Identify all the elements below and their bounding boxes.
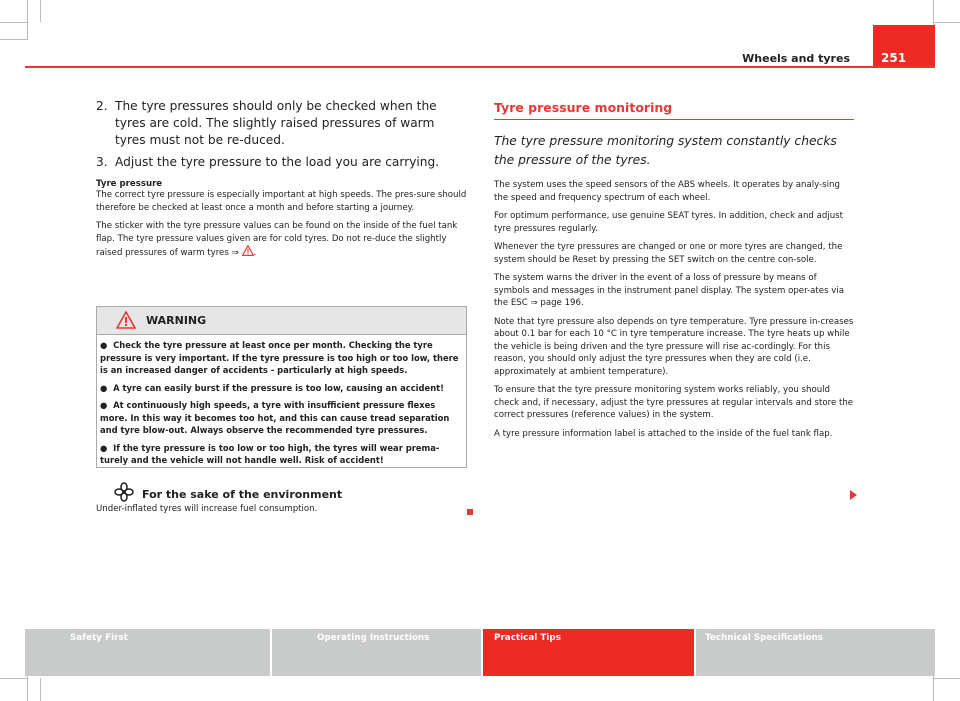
flower-icon (114, 482, 134, 502)
warning-body (97, 335, 466, 467)
section-heading: Tyre pressure monitoring (494, 100, 854, 120)
list-item: ● If the tyre pressure is too low or too high, the tyres will wear prema-turely and the vehicle will not handle well. Risk of accident! (100, 442, 440, 465)
subheading-tyre-pressure: Tyre pressure (96, 179, 163, 189)
section-end-marker (467, 509, 473, 515)
left-column (96, 98, 468, 260)
paragraph: The correct tyre pressure is especially important at high speeds. The pres-sure should therefore be checked at least once a month and before starting a journey. (96, 190, 467, 213)
warning-title: WARNING (146, 314, 207, 327)
crop-mark (0, 39, 27, 40)
crop-mark (40, 678, 41, 701)
crop-mark (0, 678, 27, 679)
warning-triangle-icon[interactable] (242, 245, 254, 256)
paragraph: A tyre pressure information label is attached to the inside of the fuel tank flap. (494, 428, 833, 439)
list-item: ● A tyre can easily burst if the pressure is too low, causing an accident! (100, 382, 444, 393)
page-number: 251 (873, 25, 935, 67)
list-item: ● At continuously high speeds, a tyre with insufficient pressure flexes more. In this way it becomes too hot, and this can cause tread separation and tyre blow-out. Always observe the recommended tyre pressures. (100, 400, 450, 435)
paragraph: The system uses the speed sensors of the ABS wheels. It operates by analy-sing the speed and frequency spectrum of each wheel. (494, 180, 840, 203)
section-title: Wheels and tyres (742, 52, 850, 65)
environment-text: Under-inflated tyres will increase fuel consumption. (96, 504, 318, 514)
steps-list (96, 98, 468, 171)
header-rule (25, 66, 935, 68)
paragraph: The system warns the driver in the event of a loss of pressure by means of symbols and messages in the instrument panel display. The system oper-ates via the ESC ⇒ page 196. (494, 273, 845, 308)
paragraph: For optimum performance, use genuine SEAT tyres. In addition, check and adjust tyre pressures regularly. (494, 211, 843, 234)
tab-safety-first[interactable]: Safety First (25, 629, 270, 676)
crop-mark (40, 0, 41, 22)
crop-mark (933, 678, 960, 679)
paragraph: The sticker with the tyre pressure values can be found on the inside of the fuel tank flap. The tyre pressure values given are for cold tyres. Do not re-duce the slightly raised pressures of warm tyres ⇒ . (96, 221, 458, 258)
warning-header (97, 307, 466, 335)
tab-technical-specifications[interactable]: Technical Specifications (696, 629, 935, 676)
lead-text: The tyre pressure monitoring system constantly checks the pressure of the tyres. (494, 134, 837, 167)
list-item: 3. Adjust the tyre pressure to the load you are carrying. (96, 155, 440, 169)
crop-mark (933, 22, 960, 23)
paragraph: Note that tyre pressure also depends on tyre temperature. Tyre pressure in-creases about 0.1 bar for each 10 °C in tyre temperature increase. The tyre heats up while the vehicle is being driven and the tyre pressure will rise ac-cordingly. For this reason, you should only adjust the tyre pressures when they are cold (i.e. approximately at ambient temperature). (494, 316, 854, 377)
environment-title: For the sake of the environment (142, 488, 343, 501)
warning-box (96, 306, 467, 468)
crop-mark (27, 0, 28, 40)
right-column (494, 100, 854, 446)
crop-mark (0, 22, 27, 23)
tab-practical-tips[interactable]: Practical Tips (483, 629, 694, 676)
environment-header (96, 482, 468, 500)
footer-tabs (25, 629, 935, 676)
paragraph: Whenever the tyre pressures are changed or one or more tyres are changed, the system should be Reset by pressing the SET switch on the centre con-sole. (494, 242, 843, 265)
tab-operating-instructions[interactable]: Operating Instructions (272, 629, 481, 676)
continue-arrow-icon (850, 490, 857, 500)
environment-note (96, 482, 468, 516)
list-item: ● Check the tyre pressure at least once per month. Checking the tyre pressure is very important. If the tyre pressure is too high or too low, there is an increased danger of accidents - particularly at high speeds. (100, 340, 459, 375)
warning-triangle-icon (116, 311, 136, 329)
paragraph: To ensure that the tyre pressure monitoring system works reliably, you should check and, if necessary, adjust the tyre pressures at regular intervals and store the correct pressures (reference values) in the system. (494, 385, 854, 420)
list-item: 2. The tyre pressures should only be checked when the tyres are cold. The slightly raised pressures of warm tyres must not be re-duced. (96, 99, 437, 147)
